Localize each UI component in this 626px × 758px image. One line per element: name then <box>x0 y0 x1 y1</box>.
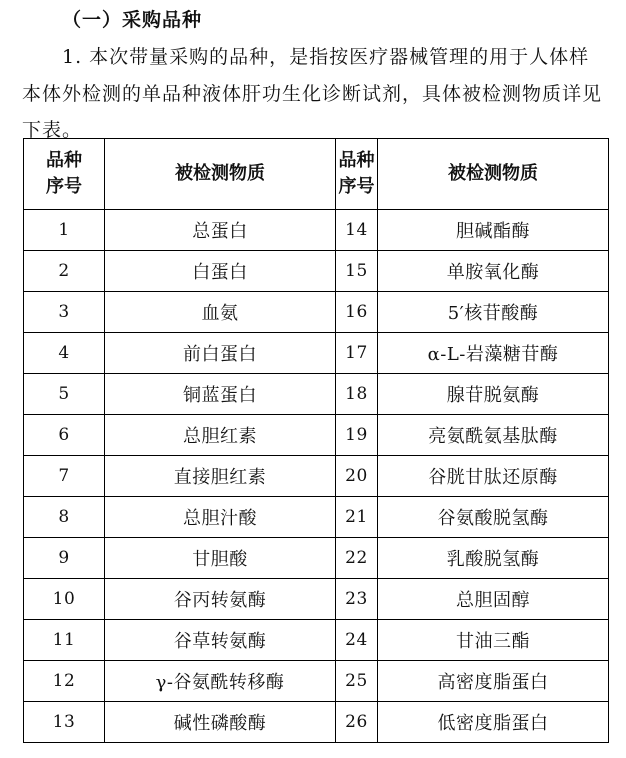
cell-left-substance: 谷草转氨酶 <box>105 620 336 661</box>
table-row <box>24 497 609 538</box>
cell-right-substance: 腺苷脱氨酶 <box>378 374 609 415</box>
cell-right-no: 19 <box>336 415 378 456</box>
table-row <box>24 456 609 497</box>
table-row <box>24 538 609 579</box>
cell-left-no: 7 <box>24 456 105 497</box>
header-seq-right-line2: 序号 <box>338 176 375 197</box>
table-row <box>24 620 609 661</box>
cell-left-no: 5 <box>24 374 105 415</box>
cell-right-substance: 甘油三酯 <box>378 620 609 661</box>
cell-right-substance: 总胆固醇 <box>378 579 609 620</box>
table-row <box>24 661 609 702</box>
table-row <box>24 579 609 620</box>
table-row <box>24 415 609 456</box>
cell-right-no: 26 <box>336 702 378 743</box>
cell-left-substance: 总胆红素 <box>105 415 336 456</box>
header-seq-left-line2: 序号 <box>46 176 82 197</box>
cell-left-substance: 总蛋白 <box>105 210 336 251</box>
table-row <box>24 333 609 374</box>
cell-right-substance: 高密度脂蛋白 <box>378 661 609 702</box>
cell-left-no: 13 <box>24 702 105 743</box>
cell-left-no: 2 <box>24 251 105 292</box>
cell-left-substance: γ-谷氨酰转移酶 <box>105 661 336 702</box>
table-row <box>24 251 609 292</box>
cell-right-substance: 胆碱酯酶 <box>378 210 609 251</box>
cell-left-substance: 总胆汁酸 <box>105 497 336 538</box>
cell-left-no: 3 <box>24 292 105 333</box>
cell-right-no: 23 <box>336 579 378 620</box>
header-substance-right: 被检测物质 <box>378 139 609 210</box>
cell-right-no: 16 <box>336 292 378 333</box>
cell-right-no: 20 <box>336 456 378 497</box>
header-seq-left-line1: 品种 <box>46 150 82 171</box>
table-row <box>24 292 609 333</box>
cell-right-substance: α-L-岩藻糖苷酶 <box>378 333 609 374</box>
intro-paragraph: 1. 本次带量采购的品种，是指按医疗器械管理的用于人体样本体外检测的单品种液体肝功生化诊断试剂，具体被检测物质详见下表。 <box>22 46 603 141</box>
cell-left-substance: 甘胆酸 <box>105 538 336 579</box>
cell-left-substance: 白蛋白 <box>105 251 336 292</box>
cell-left-no: 1 <box>24 210 105 251</box>
cell-left-no: 6 <box>24 415 105 456</box>
cell-left-substance: 谷丙转氨酶 <box>105 579 336 620</box>
cell-left-substance: 碱性磷酸酶 <box>105 702 336 743</box>
cell-right-substance: 单胺氧化酶 <box>378 251 609 292</box>
cell-left-substance: 血氨 <box>105 292 336 333</box>
table-row <box>24 210 609 251</box>
cell-left-no: 10 <box>24 579 105 620</box>
header-seq-left <box>24 139 105 210</box>
cell-right-substance: 谷氨酸脱氢酶 <box>378 497 609 538</box>
cell-right-no: 25 <box>336 661 378 702</box>
cell-right-substance: 乳酸脱氢酶 <box>378 538 609 579</box>
header-substance-left: 被检测物质 <box>105 139 336 210</box>
cell-left-substance: 前白蛋白 <box>105 333 336 374</box>
cell-right-no: 21 <box>336 497 378 538</box>
cell-right-substance: 亮氨酰氨基肽酶 <box>378 415 609 456</box>
header-seq-right <box>336 139 378 210</box>
cell-left-no: 8 <box>24 497 105 538</box>
cell-left-no: 4 <box>24 333 105 374</box>
table-body <box>24 210 609 743</box>
cell-left-substance: 铜蓝蛋白 <box>105 374 336 415</box>
substance-table <box>23 138 609 743</box>
cell-right-no: 24 <box>336 620 378 661</box>
cell-right-no: 15 <box>336 251 378 292</box>
cell-right-substance: 5′核苷酸酶 <box>378 292 609 333</box>
table-row <box>24 374 609 415</box>
cell-right-no: 18 <box>336 374 378 415</box>
cell-left-substance: 直接胆红素 <box>105 456 336 497</box>
cell-right-substance: 低密度脂蛋白 <box>378 702 609 743</box>
cell-right-no: 14 <box>336 210 378 251</box>
cell-left-no: 11 <box>24 620 105 661</box>
table-header-row <box>24 139 609 210</box>
cell-left-no: 9 <box>24 538 105 579</box>
cell-right-no: 17 <box>336 333 378 374</box>
section-heading: （一）采购品种 <box>62 9 203 31</box>
cell-right-substance: 谷胱甘肽还原酶 <box>378 456 609 497</box>
cell-right-no: 22 <box>336 538 378 579</box>
header-seq-right-line1: 品种 <box>338 150 375 171</box>
cell-left-no: 12 <box>24 661 105 702</box>
table-row <box>24 702 609 743</box>
